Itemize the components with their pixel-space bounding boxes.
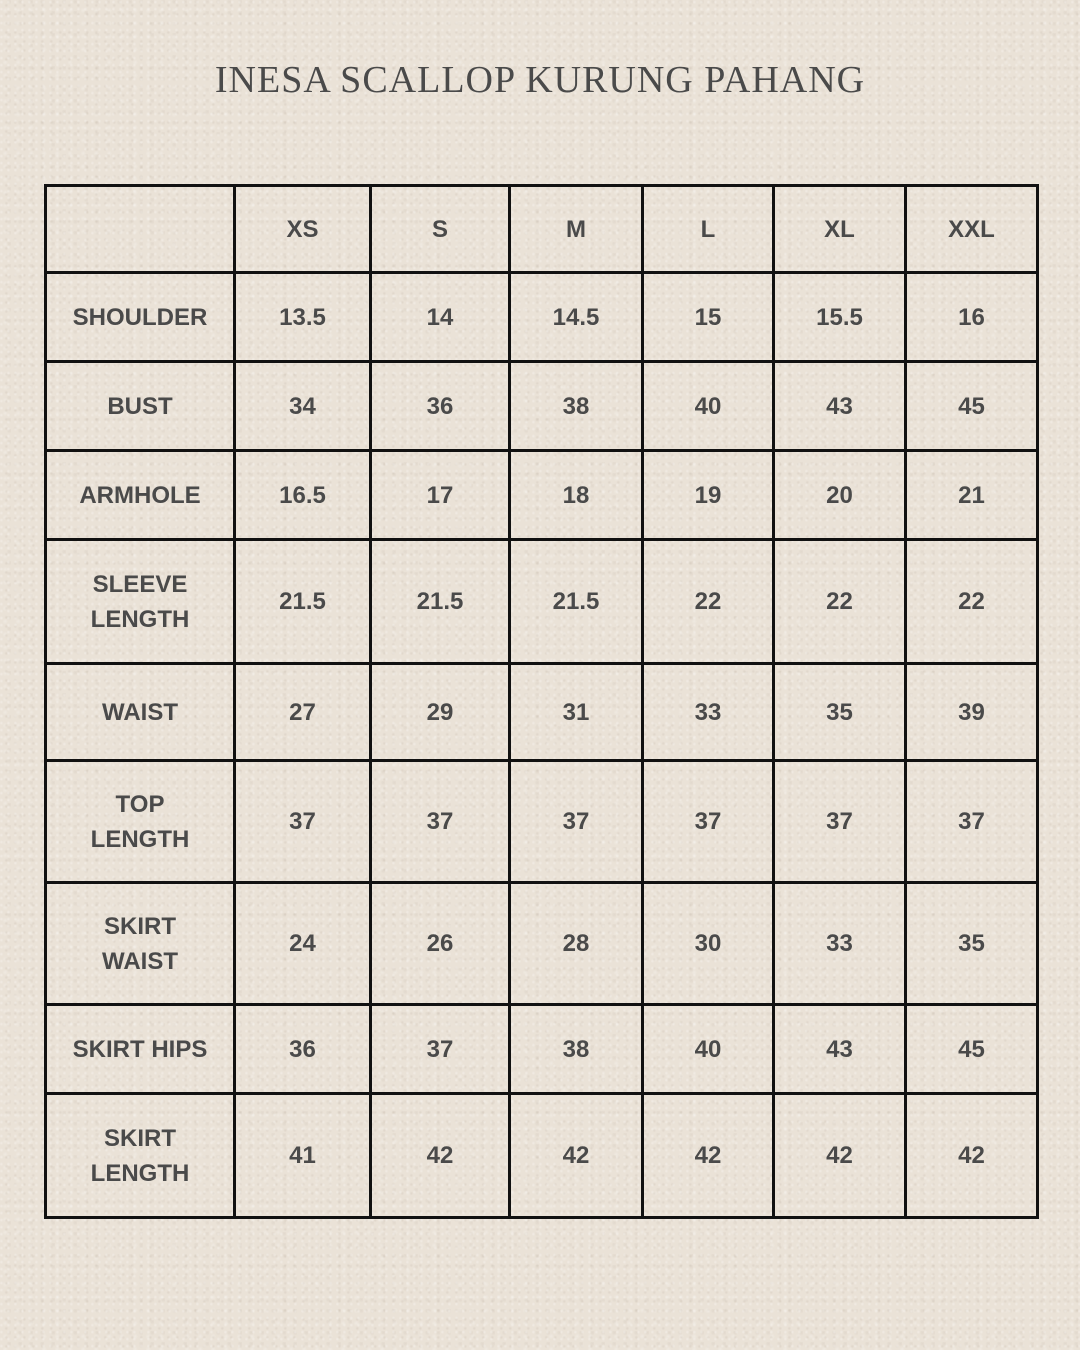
row-label: SKIRT LENGTH bbox=[46, 1094, 235, 1218]
row-label: ARMHOLE bbox=[46, 451, 235, 540]
table-cell: 31 bbox=[510, 664, 643, 761]
table-cell: 42 bbox=[774, 1094, 906, 1218]
table-cell: 36 bbox=[235, 1005, 371, 1094]
row-label: SKIRT WAIST bbox=[46, 883, 235, 1005]
table-cell: 42 bbox=[510, 1094, 643, 1218]
table-row-top-length bbox=[46, 761, 1038, 883]
table-cell: 45 bbox=[906, 362, 1038, 451]
table-cell: 43 bbox=[774, 362, 906, 451]
table-cell: 29 bbox=[371, 664, 510, 761]
table-cell: 15 bbox=[643, 273, 774, 362]
row-label: WAIST bbox=[46, 664, 235, 761]
table-cell: 42 bbox=[906, 1094, 1038, 1218]
header-cell-xl: XL bbox=[774, 186, 906, 273]
table-cell: 13.5 bbox=[235, 273, 371, 362]
table-cell: 37 bbox=[774, 761, 906, 883]
table-cell: 37 bbox=[371, 1005, 510, 1094]
table-cell: 21.5 bbox=[235, 540, 371, 664]
table-row-shoulder bbox=[46, 273, 1038, 362]
table-cell: 41 bbox=[235, 1094, 371, 1218]
header-cell-l: L bbox=[643, 186, 774, 273]
table-cell: 20 bbox=[774, 451, 906, 540]
table-cell: 39 bbox=[906, 664, 1038, 761]
table-cell: 16 bbox=[906, 273, 1038, 362]
table-cell: 38 bbox=[510, 362, 643, 451]
table-cell: 38 bbox=[510, 1005, 643, 1094]
table-cell: 19 bbox=[643, 451, 774, 540]
table-cell: 16.5 bbox=[235, 451, 371, 540]
table-cell: 40 bbox=[643, 1005, 774, 1094]
table-row-bust bbox=[46, 362, 1038, 451]
table-cell: 35 bbox=[906, 883, 1038, 1005]
header-cell-xs: XS bbox=[235, 186, 371, 273]
table-cell: 15.5 bbox=[774, 273, 906, 362]
table-row-armhole bbox=[46, 451, 1038, 540]
table-row-skirt-length bbox=[46, 1094, 1038, 1218]
table-cell: 21.5 bbox=[510, 540, 643, 664]
table-cell: 37 bbox=[643, 761, 774, 883]
table-cell: 45 bbox=[906, 1005, 1038, 1094]
table-cell: 40 bbox=[643, 362, 774, 451]
table-cell: 27 bbox=[235, 664, 371, 761]
table-cell: 37 bbox=[510, 761, 643, 883]
table-cell: 21.5 bbox=[371, 540, 510, 664]
table-cell: 14 bbox=[371, 273, 510, 362]
size-chart-table bbox=[44, 184, 1039, 1219]
header-cell-m: M bbox=[510, 186, 643, 273]
table-cell: 36 bbox=[371, 362, 510, 451]
table-cell: 21 bbox=[906, 451, 1038, 540]
table-cell: 42 bbox=[371, 1094, 510, 1218]
table-cell: 22 bbox=[774, 540, 906, 664]
table-cell: 24 bbox=[235, 883, 371, 1005]
table-cell: 33 bbox=[643, 664, 774, 761]
table-cell: 22 bbox=[643, 540, 774, 664]
table-row-skirt-waist bbox=[46, 883, 1038, 1005]
row-label: BUST bbox=[46, 362, 235, 451]
table-cell: 17 bbox=[371, 451, 510, 540]
table-row-sleeve-length bbox=[46, 540, 1038, 664]
table-cell: 37 bbox=[235, 761, 371, 883]
table-cell: 22 bbox=[906, 540, 1038, 664]
table-cell: 28 bbox=[510, 883, 643, 1005]
row-label: SHOULDER bbox=[46, 273, 235, 362]
row-label: SKIRT HIPS bbox=[46, 1005, 235, 1094]
row-label: SLEEVE LENGTH bbox=[46, 540, 235, 664]
table-cell: 14.5 bbox=[510, 273, 643, 362]
header-cell-s: S bbox=[371, 186, 510, 273]
table-cell: 33 bbox=[774, 883, 906, 1005]
table-header-row bbox=[46, 186, 1038, 273]
table-row-waist bbox=[46, 664, 1038, 761]
row-label: TOP LENGTH bbox=[46, 761, 235, 883]
page-title: INESA SCALLOP KURUNG PAHANG bbox=[214, 59, 866, 101]
table-cell: 34 bbox=[235, 362, 371, 451]
table-cell: 43 bbox=[774, 1005, 906, 1094]
table-cell: 18 bbox=[510, 451, 643, 540]
table-row-skirt-hips bbox=[46, 1005, 1038, 1094]
header-cell-xxl: XXL bbox=[906, 186, 1038, 273]
table-cell: 35 bbox=[774, 664, 906, 761]
table-cell: 30 bbox=[643, 883, 774, 1005]
table-cell: 37 bbox=[371, 761, 510, 883]
table-cell: 26 bbox=[371, 883, 510, 1005]
header-cell-empty bbox=[46, 186, 235, 273]
table-cell: 37 bbox=[906, 761, 1038, 883]
table-cell: 42 bbox=[643, 1094, 774, 1218]
